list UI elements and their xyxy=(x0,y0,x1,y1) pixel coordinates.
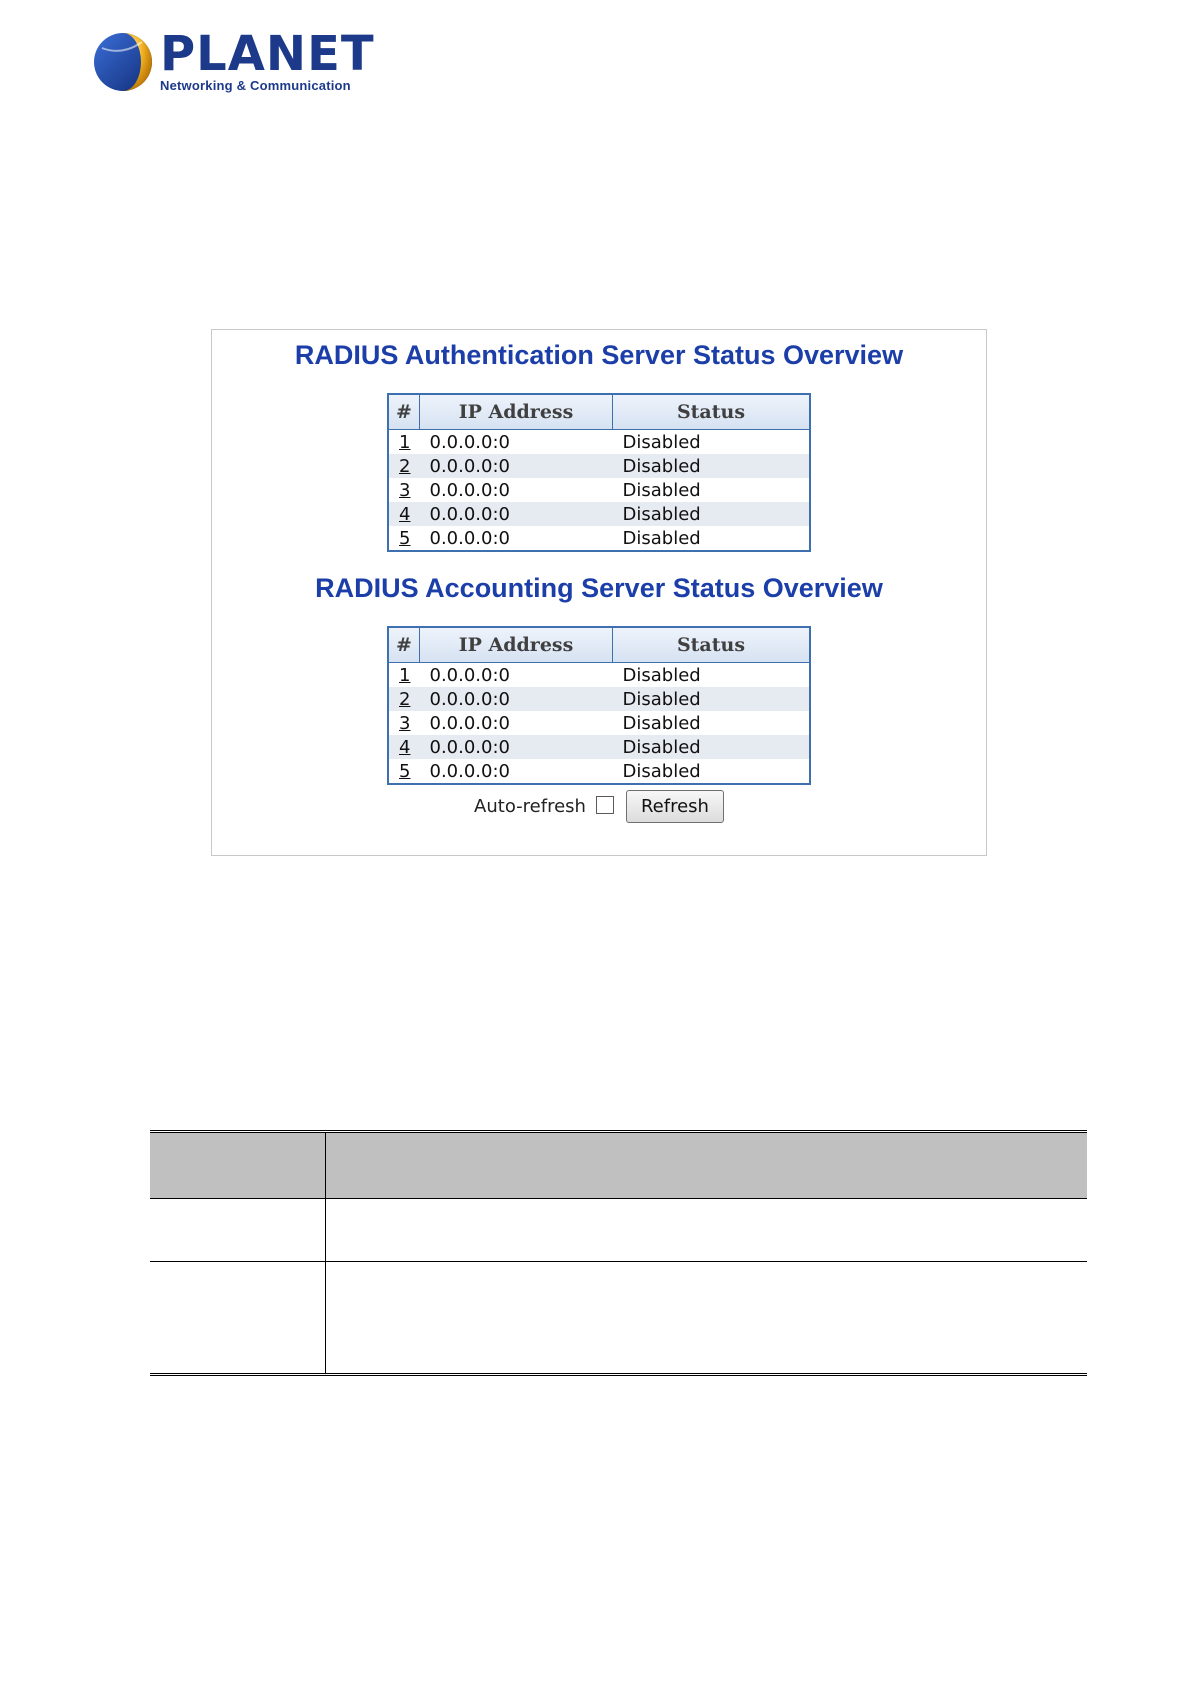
server-link[interactable]: 4 xyxy=(399,503,411,525)
column-header-number: # xyxy=(388,394,420,430)
status-cell: Disabled xyxy=(622,664,701,686)
row-divider xyxy=(150,1261,1087,1262)
refresh-button[interactable]: Refresh xyxy=(626,790,724,823)
status-cell: Disabled xyxy=(622,760,701,782)
status-cell: Disabled xyxy=(622,527,701,549)
ip-cell: 0.0.0.0:0 xyxy=(429,760,510,782)
column-header-status: Status xyxy=(613,627,811,663)
server-link[interactable]: 3 xyxy=(399,712,411,734)
ip-cell: 0.0.0.0:0 xyxy=(429,712,510,734)
acct-status-table xyxy=(387,626,811,785)
column-header-ip-address: IP Address xyxy=(420,394,613,430)
server-link[interactable]: 1 xyxy=(399,431,411,453)
table-row xyxy=(388,735,810,759)
description-table xyxy=(150,1130,1087,1376)
server-link[interactable]: 5 xyxy=(399,527,411,549)
server-link[interactable]: 5 xyxy=(399,760,411,782)
acct-section-title: RADIUS Accounting Server Status Overview xyxy=(315,573,883,603)
table-row xyxy=(388,478,810,502)
description-table-header xyxy=(150,1133,1087,1198)
status-cell: Disabled xyxy=(613,687,811,711)
status-cell: Disabled xyxy=(613,454,811,478)
ip-cell: 0.0.0.0:0 xyxy=(420,735,613,759)
status-cell: Disabled xyxy=(622,479,701,501)
table-header-row xyxy=(388,627,810,663)
server-link[interactable]: 3 xyxy=(399,479,411,501)
table-header-row xyxy=(388,394,810,430)
logo-tagline: Networking & Communication xyxy=(160,78,351,93)
ip-cell: 0.0.0.0:0 xyxy=(429,527,510,549)
column-header-ip-address: IP Address xyxy=(420,627,613,663)
planet-logo xyxy=(92,26,375,98)
row-divider xyxy=(150,1198,1087,1199)
auth-status-table xyxy=(387,393,811,552)
table-row xyxy=(388,759,810,784)
ip-cell: 0.0.0.0:0 xyxy=(420,454,613,478)
ip-cell: 0.0.0.0:0 xyxy=(429,479,510,501)
status-cell: Disabled xyxy=(613,735,811,759)
auto-refresh-label: Auto-refresh xyxy=(474,796,586,817)
table-row xyxy=(388,663,810,688)
column-header-status: Status xyxy=(613,394,811,430)
refresh-controls xyxy=(212,790,986,823)
server-link[interactable]: 4 xyxy=(399,736,411,758)
table-row xyxy=(388,430,810,455)
logo-name: PLANET xyxy=(160,26,375,82)
globe-logo-icon xyxy=(92,28,154,94)
ip-cell: 0.0.0.0:0 xyxy=(420,502,613,526)
server-link[interactable]: 2 xyxy=(399,455,411,477)
table-row xyxy=(388,687,810,711)
ip-cell: 0.0.0.0:0 xyxy=(429,664,510,686)
status-cell: Disabled xyxy=(622,431,701,453)
table-row xyxy=(388,454,810,478)
table-row xyxy=(388,502,810,526)
server-link[interactable]: 1 xyxy=(399,664,411,686)
ip-cell: 0.0.0.0:0 xyxy=(420,687,613,711)
ip-cell: 0.0.0.0:0 xyxy=(429,431,510,453)
status-cell: Disabled xyxy=(622,712,701,734)
table-row xyxy=(388,526,810,551)
auth-section-title: RADIUS Authentication Server Status Overview xyxy=(294,340,904,370)
server-link[interactable]: 2 xyxy=(399,688,411,710)
column-divider xyxy=(325,1133,326,1373)
auto-refresh-checkbox[interactable] xyxy=(596,796,614,814)
radius-overview-panel xyxy=(211,329,987,856)
column-header-number: # xyxy=(388,627,420,663)
status-cell: Disabled xyxy=(613,502,811,526)
table-row xyxy=(388,711,810,735)
